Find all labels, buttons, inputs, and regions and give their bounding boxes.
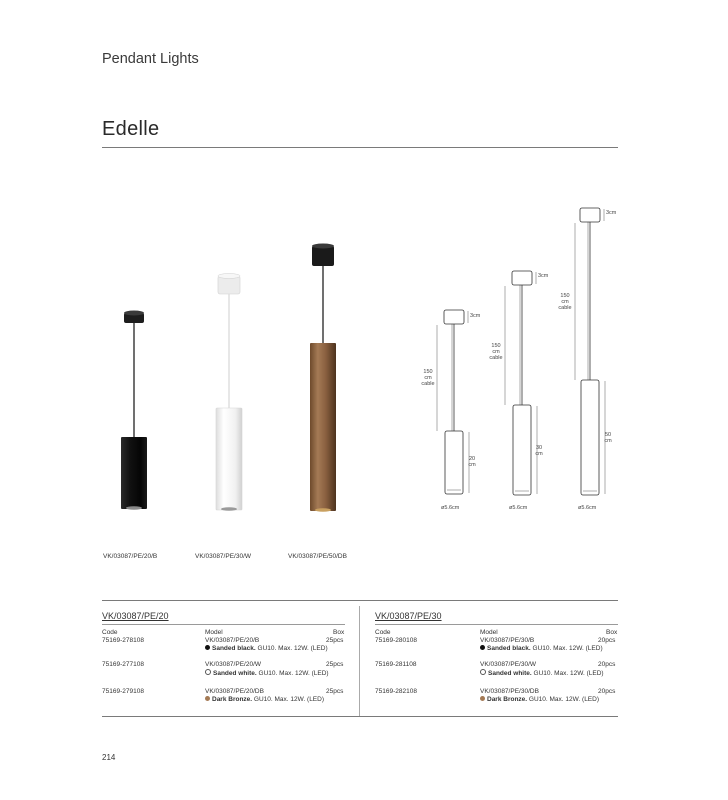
- col-header-code: Code: [375, 629, 391, 636]
- body-height-label: 50 cm: [604, 432, 612, 444]
- row-finish: Sanded black. GU10. Max. 12W. (LED): [205, 645, 328, 652]
- row-finish: Sanded black. GU10. Max. 12W. (LED): [480, 645, 603, 652]
- photo-bronze-pendant: [310, 244, 336, 512]
- col-header-model: Model: [205, 629, 223, 636]
- row-finish: Dark Bronze. GU10. Max. 12W. (LED): [205, 696, 324, 703]
- cable-length-label: 150 cm cable: [558, 293, 572, 311]
- row-model: VK/03087/PE/20/B: [205, 637, 260, 644]
- diameter-label: ø5.6cm: [509, 505, 528, 511]
- row-code: 75169-279108: [102, 688, 144, 695]
- col-header-box: Box: [333, 629, 345, 636]
- row-finish: Dark Bronze. GU10. Max. 12W. (LED): [480, 696, 599, 703]
- diameter-label: ø5.6cm: [578, 505, 597, 511]
- row-box: 25pcs: [326, 637, 344, 644]
- category-title: Pendant Lights: [102, 51, 199, 67]
- black-swatch-icon: [205, 645, 210, 650]
- title-divider: [102, 147, 618, 148]
- row-box: 25pcs: [326, 661, 344, 668]
- canopy-height-label: 3cm: [606, 210, 617, 216]
- cable-length-label: 150 cm cable: [421, 369, 435, 387]
- row-box: 25pcs: [326, 688, 344, 695]
- photo-black-pendant: [121, 311, 147, 510]
- photo-caption: VK/03087/PE/20/B: [103, 553, 158, 560]
- white-swatch-icon: [480, 669, 486, 675]
- product-photos: [100, 236, 370, 526]
- row-model: VK/03087/PE/30/W: [480, 661, 537, 668]
- row-code: 75169-282108: [375, 688, 417, 695]
- cable-length-label: 150 cm cable: [489, 343, 503, 361]
- diagram-50cm: [575, 208, 605, 495]
- photo-white-pendant: [216, 274, 242, 511]
- table-heading-divider: [102, 624, 345, 625]
- row-code: 75169-280108: [375, 637, 417, 644]
- diagram-30cm: [505, 271, 537, 495]
- row-box: 20pcs: [598, 637, 616, 644]
- row-box: 20pcs: [598, 688, 616, 695]
- col-header-model: Model: [480, 629, 498, 636]
- row-finish: Sanded white. GU10. Max. 12W. (LED): [205, 669, 329, 677]
- white-swatch-icon: [205, 669, 211, 675]
- canopy-height-label: 3cm: [470, 313, 481, 319]
- row-code: 75169-281108: [375, 661, 417, 668]
- table-heading-divider: [375, 624, 618, 625]
- row-model: VK/03087/PE/20/DB: [205, 688, 264, 695]
- canopy-height-label: 3cm: [538, 273, 549, 279]
- table-heading: VK/03087/PE/20: [102, 611, 169, 621]
- table-heading: VK/03087/PE/30: [375, 611, 442, 621]
- photo-caption: VK/03087/PE/30/W: [195, 553, 252, 560]
- col-header-code: Code: [102, 629, 118, 636]
- col-header-box: Box: [606, 629, 618, 636]
- row-model: VK/03087/PE/30/B: [480, 637, 535, 644]
- row-model: VK/03087/PE/20/W: [205, 661, 262, 668]
- diameter-label: ø5.6cm: [441, 505, 460, 511]
- table-bottom-divider: [102, 716, 618, 717]
- bronze-swatch-icon: [205, 696, 210, 701]
- row-model: VK/03087/PE/30/DB: [480, 688, 539, 695]
- row-box: 20pcs: [598, 661, 616, 668]
- row-code: 75169-278108: [102, 637, 144, 644]
- technical-drawings: [415, 200, 630, 510]
- row-code: 75169-277108: [102, 661, 144, 668]
- table-top-divider: [102, 600, 618, 601]
- black-swatch-icon: [480, 645, 485, 650]
- body-height-label: 20 cm: [468, 456, 476, 468]
- body-height-label: 30 cm: [535, 445, 543, 457]
- bronze-swatch-icon: [480, 696, 485, 701]
- table-column-divider: [359, 606, 360, 716]
- product-title: Edelle: [102, 118, 160, 140]
- page-number: 214: [102, 753, 116, 762]
- photo-caption: VK/03087/PE/50/DB: [288, 553, 347, 560]
- row-finish: Sanded white. GU10. Max. 12W. (LED): [480, 669, 604, 677]
